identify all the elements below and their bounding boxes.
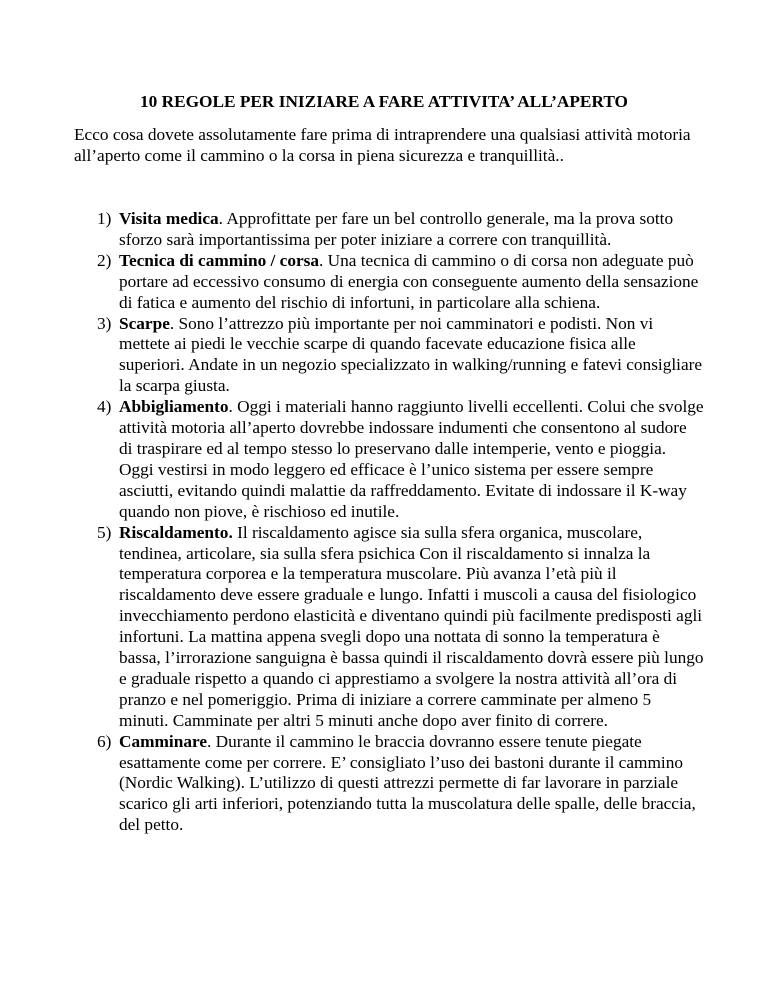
rule-text: . Oggi i materiali hanno raggiunto livelli eccellenti. Colui che svolge attività motoria all’aperto dovrebbe indossare indumenti che consentono al sudore di traspirare ed al tempo stesso lo preservano dalle intemperie, vento e pioggia. Oggi vestirsi in modo leggero ed efficace è l’unico sistema per essere sempre asciutti, evitando quindi malattie da raffreddamento. Evitate di indossare il K-way quando non piove, è rischioso ed inutile. — [119, 397, 704, 521]
intro-paragraph: Ecco cosa dovete assolutamente fare prima di intraprendere una qualsiasi attività motoria all’aperto come il cammino o la corsa in piena sicurezza e tranquillità.. — [74, 125, 691, 165]
rule-text: . Approfittate per fare un bel controllo generale, ma la prova sotto sforzo sarà importantissima per poter iniziare a correre con tranquillità. — [119, 209, 674, 249]
rule-text: . Sono l’attrezzo più importante per noi camminatori e podisti. Non vi mettete ai piedi le vecchie scarpe di quando facevate educazione fisica alle superiori. Andate in un negozio specializzato in walking/running e fatevi consigliare la scarpa giusta. — [119, 313, 703, 396]
rule-number: 5) — [97, 522, 112, 542]
rule-title: Abbigliamento — [119, 397, 229, 417]
rule-item-3 — [74, 314, 704, 398]
rule-item-6 — [74, 732, 704, 837]
rule-number: 3) — [97, 313, 112, 333]
document-title: 10 REGOLE PER INIZIARE A FARE ATTIVITA’ ALL’APERTO — [139, 92, 628, 111]
rule-title: Riscaldamento. — [119, 522, 233, 542]
rule-item-2 — [74, 251, 704, 314]
rule-number: 4) — [97, 397, 112, 417]
rule-title: Visita medica — [119, 209, 219, 228]
rule-number: 1) — [97, 209, 112, 228]
rule-item-4 — [74, 397, 704, 522]
rule-text: Il riscaldamento agisce sia sulla sfera organica, muscolare, tendinea, articolare, sia sulla sfera psichica Con il riscaldamento si innalza la temperatura corporea e la temperatura muscolare. Più avanza l’età più il riscaldamento deve essere graduale e lungo. Infatti i muscoli a causa del fisiologico invecchiamento perdono elasticità e diventano quindi più facilmente predisposti agli infortuni. La mattina appena svegli dopo una nottata di sonno la temperatura è bassa, l’irrorazione sanguigna è bassa quindi il riscaldamento dovrà essere più lungo e graduale rispetto a quando ci apprestiamo a svolgere la nostra attività all’ora di pranzo e nel pomeriggio. Prima di iniziare a correre camminate per almeno 5 minuti. Camminate per altri 5 minuti anche dopo aver finito di correre. — [119, 522, 704, 730]
rule-number: 2) — [97, 250, 112, 270]
rule-title: Camminare — [119, 731, 207, 751]
rule-text: . Durante il cammino le braccia dovranno essere tenute piegate esattamente come per correre. E’ consigliato l’uso dei bastoni durante il cammino (Nordic Walking). L’utilizzo di questi attrezzi permette di far lavorare in parziale scarico gli arti inferiori, potenziando tutta la muscolatura delle spalle, delle braccia, del petto. — [119, 731, 696, 835]
rule-item-5 — [74, 523, 704, 732]
rules-list — [74, 209, 704, 836]
rule-text: . Una tecnica di cammino o di corsa non adeguate può portare ad eccessivo consumo di energia con conseguente aumento della sensazione di fatica e aumento del rischio di infortuni, in particolare alla schiena. — [119, 250, 699, 312]
rule-title: Scarpe — [119, 313, 170, 333]
rule-title: Tecnica di cammino / corsa — [119, 250, 319, 270]
rule-number: 6) — [97, 731, 112, 751]
rule-item-1 — [74, 209, 704, 251]
